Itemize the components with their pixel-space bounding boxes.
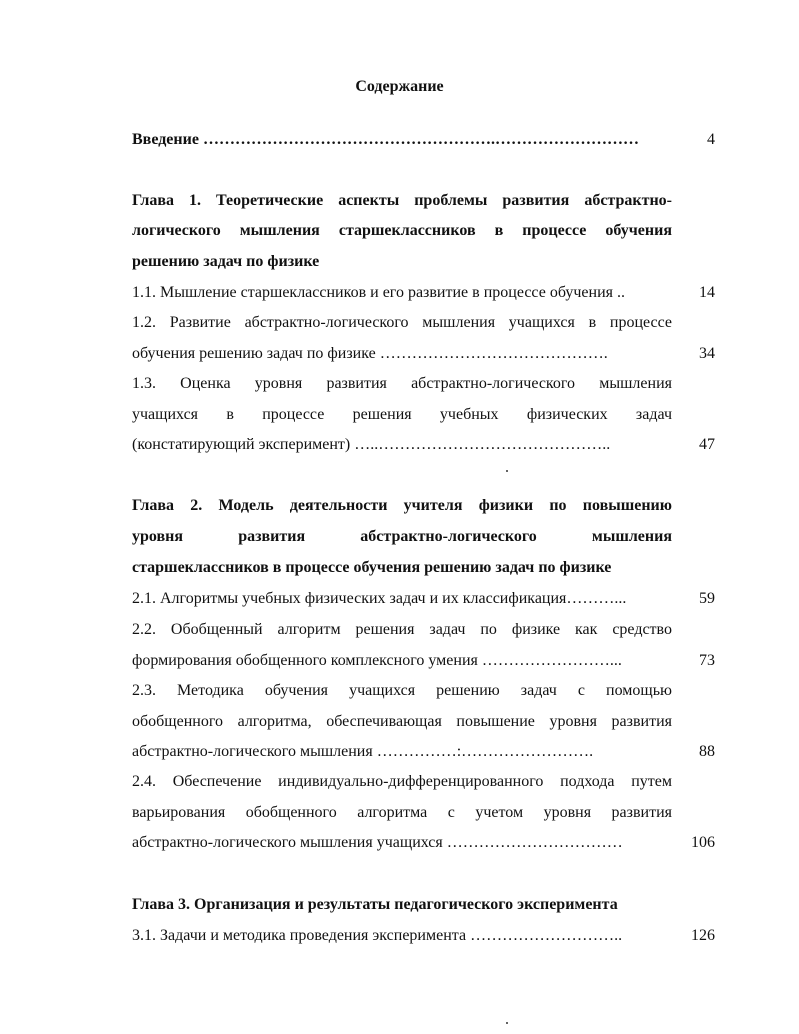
section-2-2-page: 73: [699, 652, 715, 669]
chapter-1-title-line-3: решению задач по физике: [132, 253, 320, 270]
section-3-1-page: 126: [691, 927, 715, 944]
section-2-1-line-1: 2.1. Алгоритмы учебных физических задач и их классификация………...: [132, 590, 627, 607]
section-2-2-line-2: формирования обобщенного комплексного умения ……………………...: [132, 652, 622, 669]
section-2-3-line-1: 2.3. Методика обучения учащихся решению задач с помощью: [132, 682, 672, 699]
section-2-4-line-3: абстрактно-логического мышления учащихся ……………………………: [132, 834, 623, 851]
section-2-3-line-2: обобщенного алгоритма, обеспечивающая повышение уровня развития: [132, 713, 672, 730]
toc-heading: Содержание: [355, 78, 444, 95]
scan-speck: [506, 1022, 508, 1024]
chapter-2-title-line-2: уровня развития абстрактно-логического мышления: [132, 528, 672, 545]
chapter-2-title-line-1: Глава 2. Модель деятельности учителя физики по повышению: [132, 497, 672, 514]
chapter-2-title-line-3: старшеклассников в процессе обучения решению задач по физике: [132, 559, 612, 576]
section-2-1-page: 59: [699, 590, 715, 607]
toc-intro-page: 4: [707, 131, 715, 148]
section-2-4-page: 106: [691, 834, 715, 851]
section-1-2-line-1: 1.2. Развитие абстрактно-логического мышления учащихся в процессе: [132, 314, 672, 331]
section-1-2-page: 34: [699, 345, 715, 362]
chapter-1-title-line-2: логического мышления старшеклассников в процессе обучения: [132, 222, 672, 239]
section-2-4-line-1: 2.4. Обеспечение индивидуально-дифференцированного подхода путем: [132, 773, 672, 790]
chapter-1-title-line-1: Глава 1. Теоретические аспекты проблемы развития абстрактно-: [132, 192, 672, 209]
section-1-3-line-1: 1.3. Оценка уровня развития абстрактно-логического мышления: [132, 375, 672, 392]
section-2-3-page: 88: [699, 743, 715, 760]
section-2-2-line-1: 2.2. Обобщенный алгоритм решения задач по физике как средство: [132, 621, 672, 638]
section-1-3-line-2: учащихся в процессе решения учебных физических задач: [132, 406, 672, 423]
section-2-4-line-2: варьирования обобщенного алгоритма с учетом уровня развития: [132, 804, 672, 821]
chapter-3-title-line-1: Глава 3. Организация и результаты педагогического эксперимента: [132, 896, 618, 913]
toc-intro: Введение ……………………………………………….………………………: [132, 131, 639, 148]
section-2-3-line-3: абстрактно-логического мышления ……………:…………………….: [132, 743, 594, 760]
section-1-2-line-2: обучения решению задач по физике …………………………………….: [132, 345, 608, 362]
section-1-3-page: 47: [699, 436, 715, 453]
section-1-1-line-1: 1.1. Мышление старшеклассников и его развитие в процессе обучения ..: [132, 284, 625, 301]
scan-speck: [506, 470, 508, 472]
section-3-1-line-1: 3.1. Задачи и методика проведения эксперимента ………………………..: [132, 927, 623, 944]
section-1-3-line-3: (констатирующий эксперимент) …..……………………………………..: [132, 436, 611, 453]
section-1-1-page: 14: [699, 284, 715, 301]
